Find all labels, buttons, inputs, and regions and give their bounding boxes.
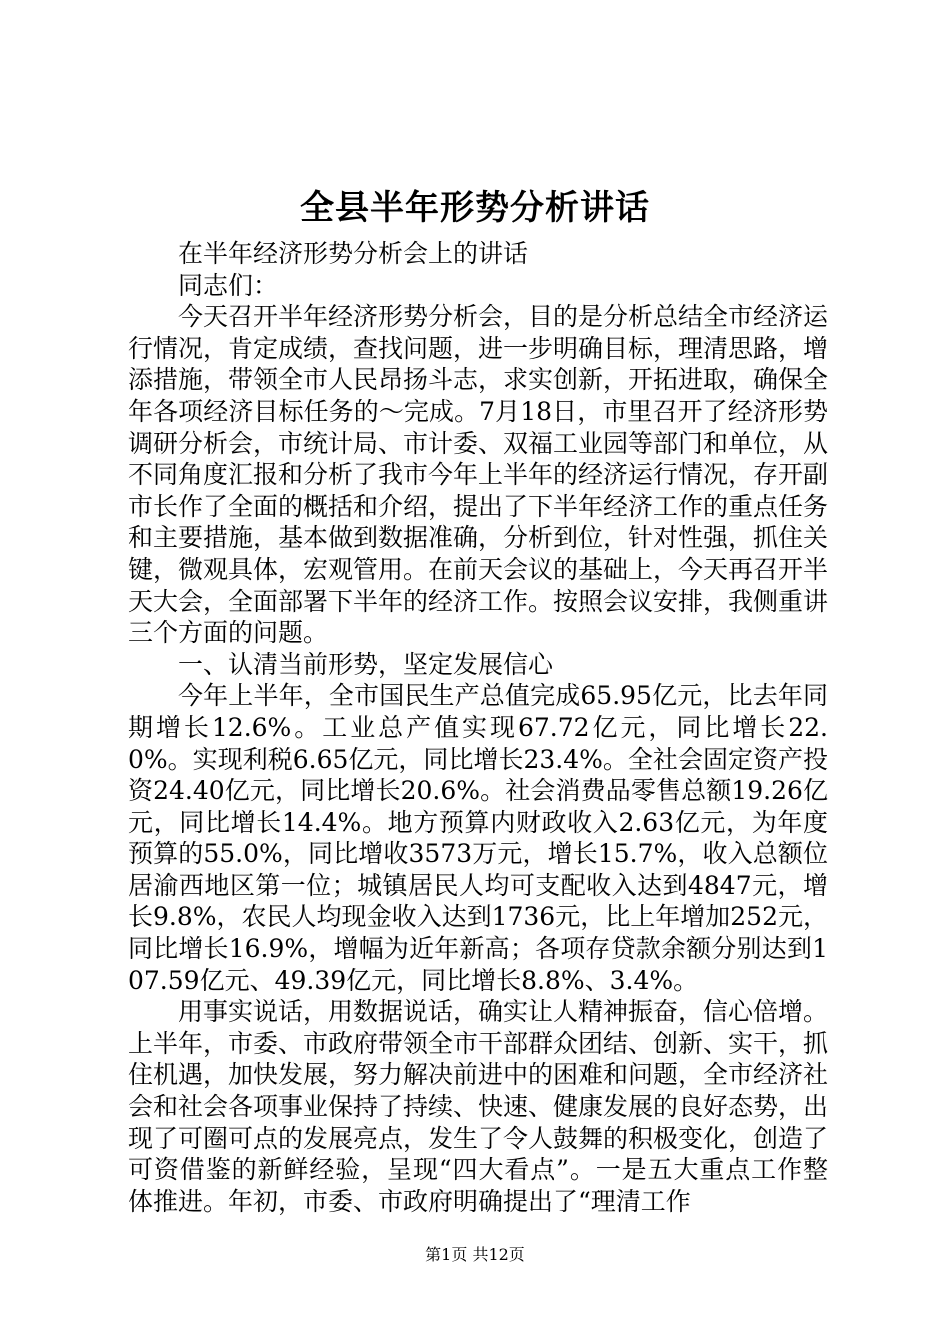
salutation: 同志们： bbox=[178, 270, 279, 300]
section-heading-1: 一、认清当前形势，坚定发展信心 bbox=[178, 649, 554, 679]
document-body bbox=[128, 238, 828, 1217]
document-title: 全县半年形势分析讲话 bbox=[300, 188, 650, 228]
page-number: 第1页 共12页 bbox=[425, 1245, 525, 1264]
paragraph-statistics: 今年上半年，全市国民生产总值完成65.95亿元，比去年同期增长12.6%。工业总产值实现67.72亿元，同比增长22.0%。实现利税6.65亿元，同比增长23.4%。全社会固定资产投资24.40亿元，同比增长20.6%。社会消费品零售总额19.26亿元，同比增长14.4%。地方预算内财政收入2.63亿元，为年度预算的55.0%，同比增收3573万元，增长15.7%，收入总额位居渝西地区第一位；城镇居民人均可支配收入达到4847元，增长9.8%，农民人均现金收入达到1736元，比上年增加252元，同比增长16.9%，增幅为近年新高；各项存贷款余额分别达到107.59亿元、49.39亿元，同比增长8.8%、3.4%。 bbox=[128, 681, 828, 995]
speech-subtitle: 在半年经济形势分析会上的讲话 bbox=[178, 239, 529, 268]
paragraph-intro: 今天召开半年经济形势分析会，目的是分析总结全市经济运行情况，肯定成绩，查找问题，进一步明确目标，理清思路，增添措施，带领全市人民昂扬斗志，求实创新，开拓进取，确保全年各项经济目标任务的～完成。7月18日，市里召开了经济形势调研分析会，市统计局、市计委、双福工业园等部门和单位，从不同角度汇报和分析了我市今年上半年的经济运行情况，存开副市长作了全面的概括和介绍，提出了下半年经济工作的重点任务和主要措施，基本做到数据准确，分析到位，针对性强，抓住关键，微观具体，宏观管用。在前天会议的基础上，今天再召开半天大会，全面部署下半年的经济工作。按照会议安排，我侧重讲三个方面的问题。 bbox=[128, 302, 829, 648]
paragraph-highlights: 用事实说话，用数据说话，确实让人精神振奋，信心倍增。上半年，市委、市政府带领全市干部群众团结、创新、实干，抓住机遇，加快发展，努力解决前进中的困难和问题，全市经济社会和社会各项事业保持了持续、快速、健康发展的良好态势，出现了可圈可点的发展亮点，发生了令人鼓舞的积极变化，创造了可资借鉴的新鲜经验，呈现“四大看点”。一是五大重点工作整体推进。年初，市委、市政府明确提出了“理清工作 bbox=[128, 997, 829, 1216]
